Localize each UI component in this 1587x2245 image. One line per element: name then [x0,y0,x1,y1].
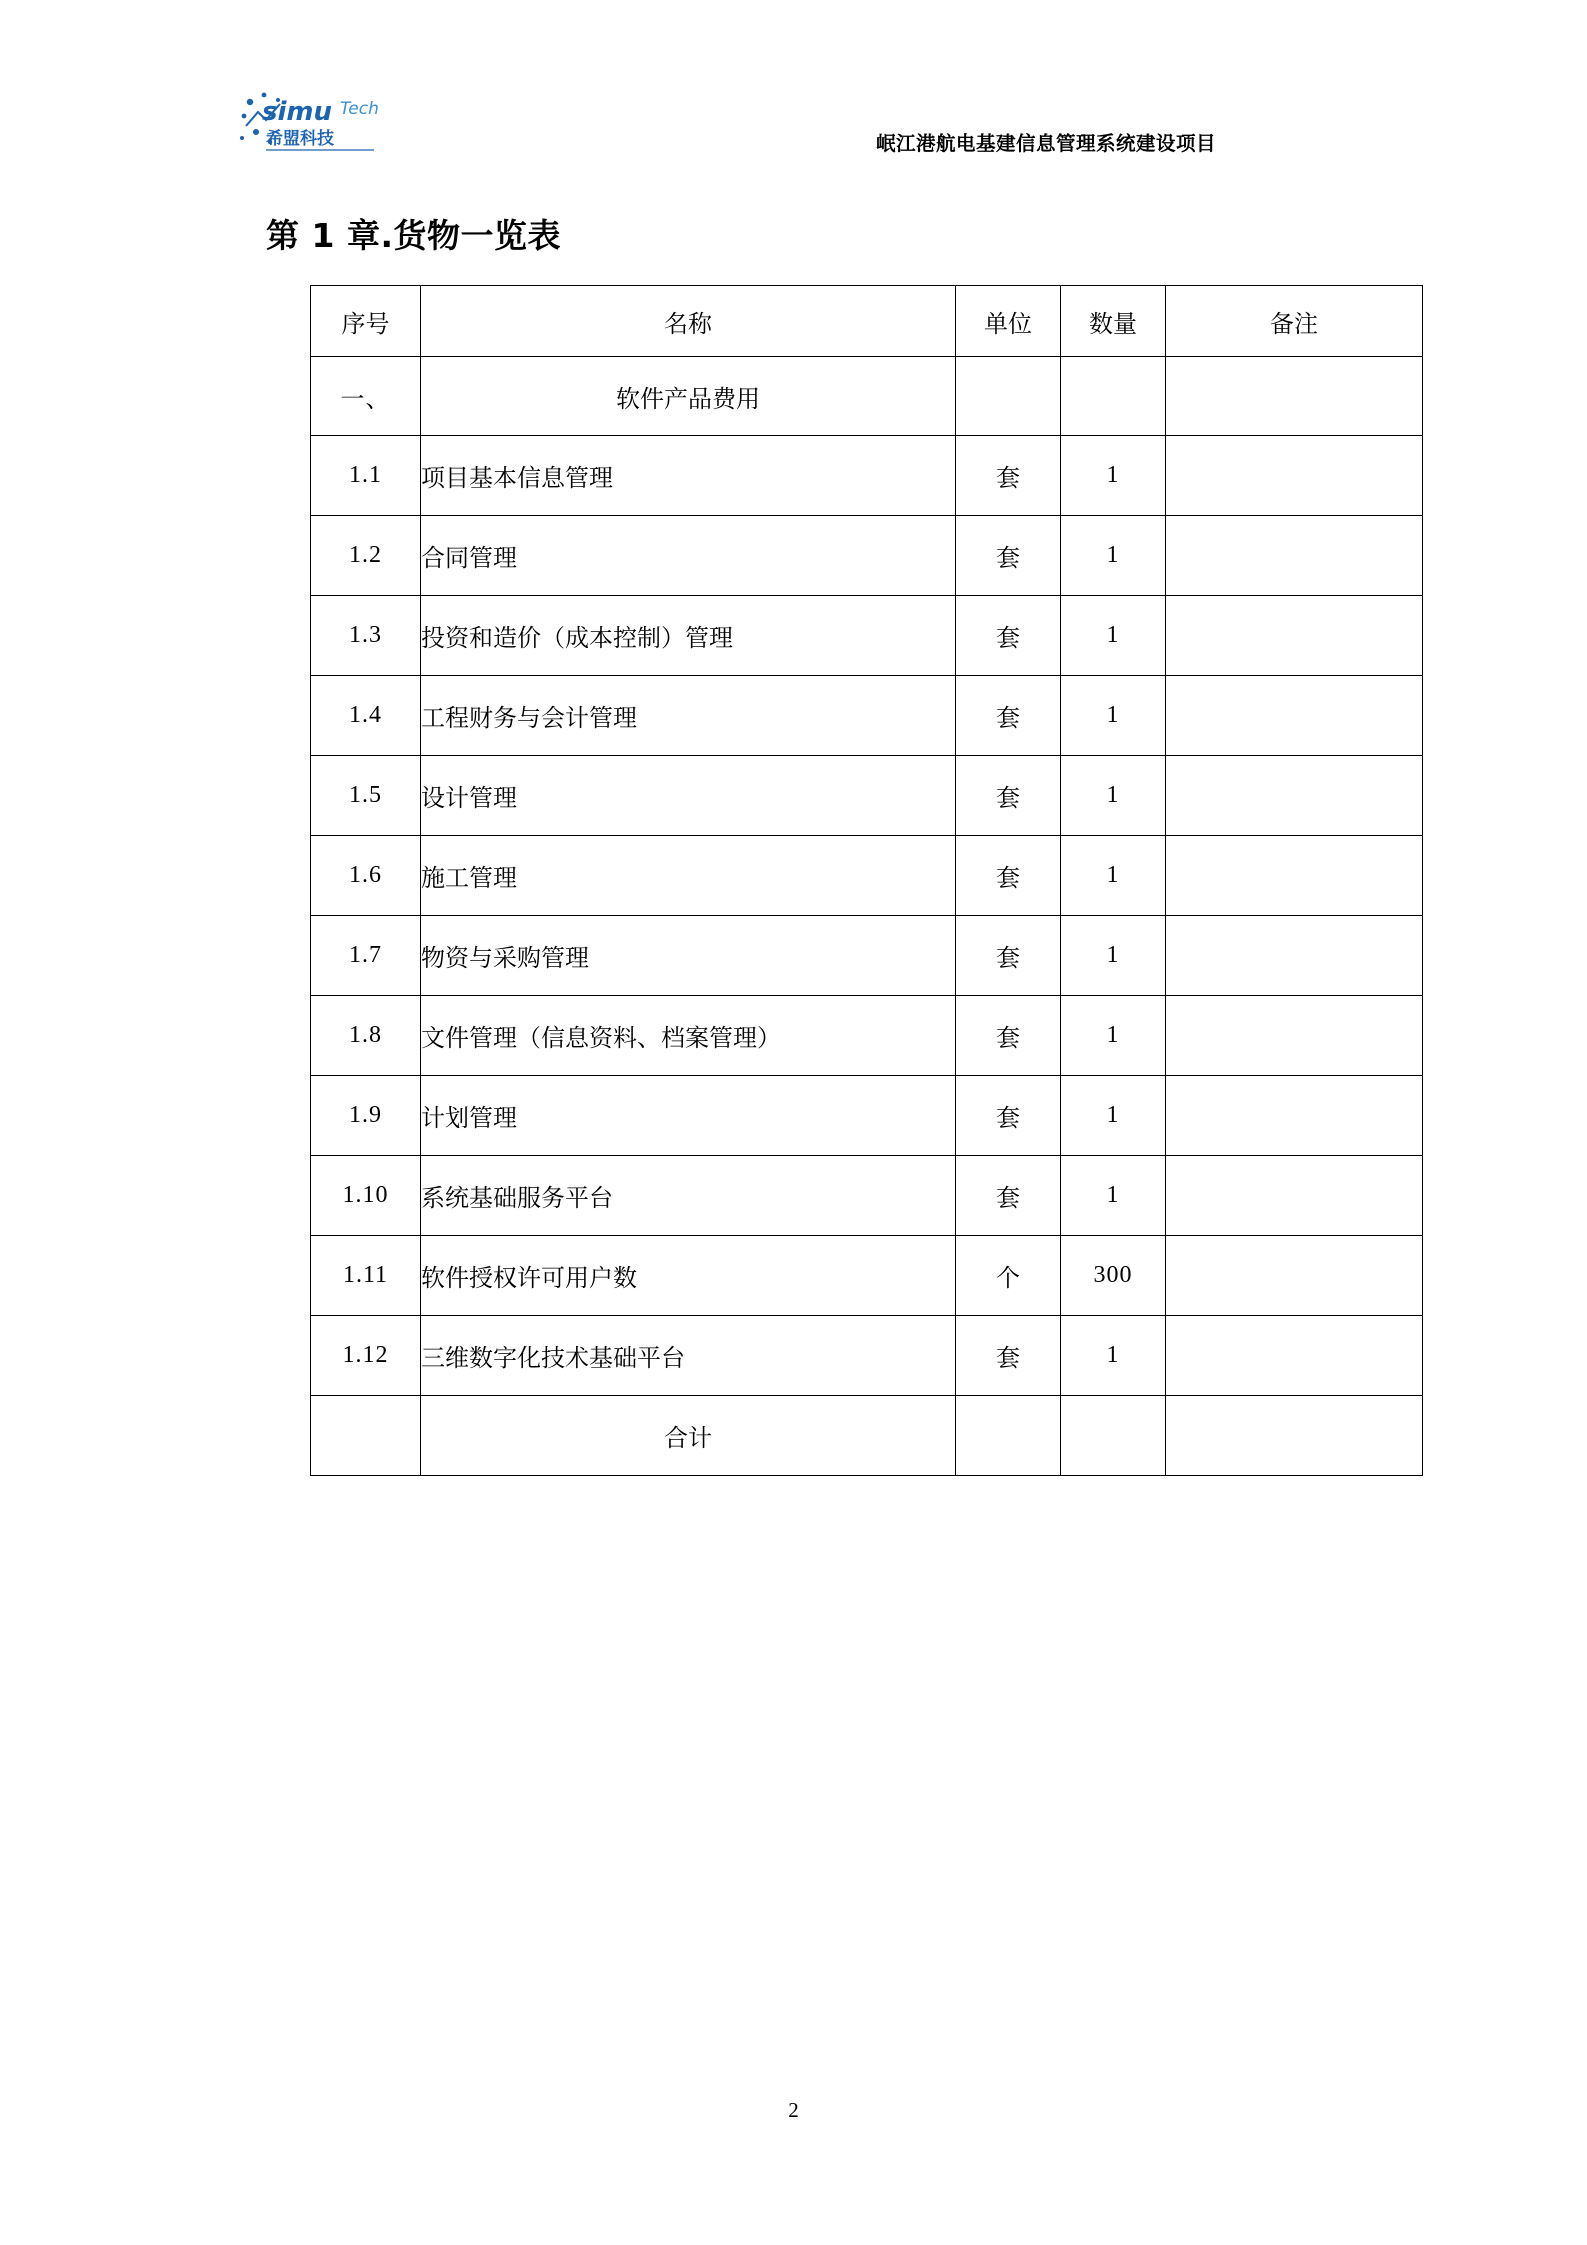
row-unit: 套 [956,1316,1061,1396]
row-note [1166,1236,1423,1316]
row-unit: 套 [956,836,1061,916]
row-qty: 1 [1061,436,1166,516]
row-unit: 套 [956,516,1061,596]
row-name: 设计管理 [421,756,956,836]
row-qty: 1 [1061,1076,1166,1156]
row-no: 1.8 [311,996,421,1076]
row-name: 三维数字化技术基础平台 [421,1316,956,1396]
row-no: 1.10 [311,1156,421,1236]
row-name: 文件管理（信息资料、档案管理） [421,996,956,1076]
total-row-note [1166,1396,1423,1476]
total-row-unit [956,1396,1061,1476]
row-no: 1.6 [311,836,421,916]
row-no: 1.12 [311,1316,421,1396]
row-qty: 1 [1061,996,1166,1076]
section-row-qty [1061,357,1166,436]
section-row-note [1166,357,1423,436]
table-row [311,756,1423,836]
table-row [311,596,1423,676]
row-no: 1.4 [311,676,421,756]
table-total-row [311,1396,1423,1476]
goods-list-table [310,285,1423,1476]
svg-text:simu: simu [262,97,332,127]
row-note [1166,596,1423,676]
row-note [1166,516,1423,596]
row-name: 系统基础服务平台 [421,1156,956,1236]
row-unit: 套 [956,916,1061,996]
table-row [311,1236,1423,1316]
column-header-no: 序号 [311,286,421,357]
page-title: 第 1 章.货物一览表 [266,216,561,255]
section-row-unit [956,357,1061,436]
row-note [1166,436,1423,516]
row-qty: 1 [1061,836,1166,916]
row-qty: 1 [1061,516,1166,596]
row-name: 施工管理 [421,836,956,916]
svg-text:希盟科技: 希盟科技 [266,129,334,149]
column-header-qty: 数量 [1061,286,1166,357]
row-unit: 个 [956,1236,1061,1316]
row-unit: 套 [956,756,1061,836]
page-header [236,86,1437,166]
row-no: 1.2 [311,516,421,596]
row-no: 1.3 [311,596,421,676]
row-name: 工程财务与会计管理 [421,676,956,756]
row-name: 项目基本信息管理 [421,436,956,516]
row-name: 合同管理 [421,516,956,596]
table-header-row [311,286,1423,357]
row-unit: 套 [956,596,1061,676]
row-note [1166,756,1423,836]
section-row-name: 软件产品费用 [421,357,956,436]
row-qty: 300 [1061,1236,1166,1316]
row-no: 1.7 [311,916,421,996]
table-row [311,1076,1423,1156]
row-note [1166,996,1423,1076]
table-row [311,916,1423,996]
row-note [1166,1156,1423,1236]
row-note [1166,1316,1423,1396]
svg-text:Tech: Tech [340,99,379,119]
row-name: 软件授权许可用户数 [421,1236,956,1316]
row-qty: 1 [1061,676,1166,756]
table-row [311,996,1423,1076]
table-row [311,1316,1423,1396]
company-logo [236,86,406,164]
row-qty: 1 [1061,1316,1166,1396]
row-note [1166,916,1423,996]
row-no: 1.1 [311,436,421,516]
table-row [311,1156,1423,1236]
row-note [1166,676,1423,756]
row-note [1166,1076,1423,1156]
table-row [311,676,1423,756]
row-qty: 1 [1061,1156,1166,1236]
table-row [311,516,1423,596]
row-no: 1.9 [311,1076,421,1156]
row-unit: 套 [956,996,1061,1076]
total-row-label: 合计 [421,1396,956,1476]
row-unit: 套 [956,1076,1061,1156]
row-unit: 套 [956,1156,1061,1236]
row-unit: 套 [956,436,1061,516]
table-row [311,836,1423,916]
document-header-title: 岷江港航电基建信息管理系统建设项目 [876,132,1217,155]
column-header-unit: 单位 [956,286,1061,357]
row-unit: 套 [956,676,1061,756]
row-no: 1.5 [311,756,421,836]
row-qty: 1 [1061,596,1166,676]
total-row-no [311,1396,421,1476]
column-header-name: 名称 [421,286,956,357]
row-name: 计划管理 [421,1076,956,1156]
row-note [1166,836,1423,916]
table-section-row [311,357,1423,436]
section-row-no: 一、 [311,357,421,436]
row-qty: 1 [1061,756,1166,836]
page-number: 2 [788,2098,799,2122]
total-row-qty [1061,1396,1166,1476]
row-no: 1.11 [311,1236,421,1316]
row-name: 物资与采购管理 [421,916,956,996]
row-name: 投资和造价（成本控制）管理 [421,596,956,676]
table-row [311,436,1423,516]
row-qty: 1 [1061,916,1166,996]
column-header-note: 备注 [1166,286,1423,357]
